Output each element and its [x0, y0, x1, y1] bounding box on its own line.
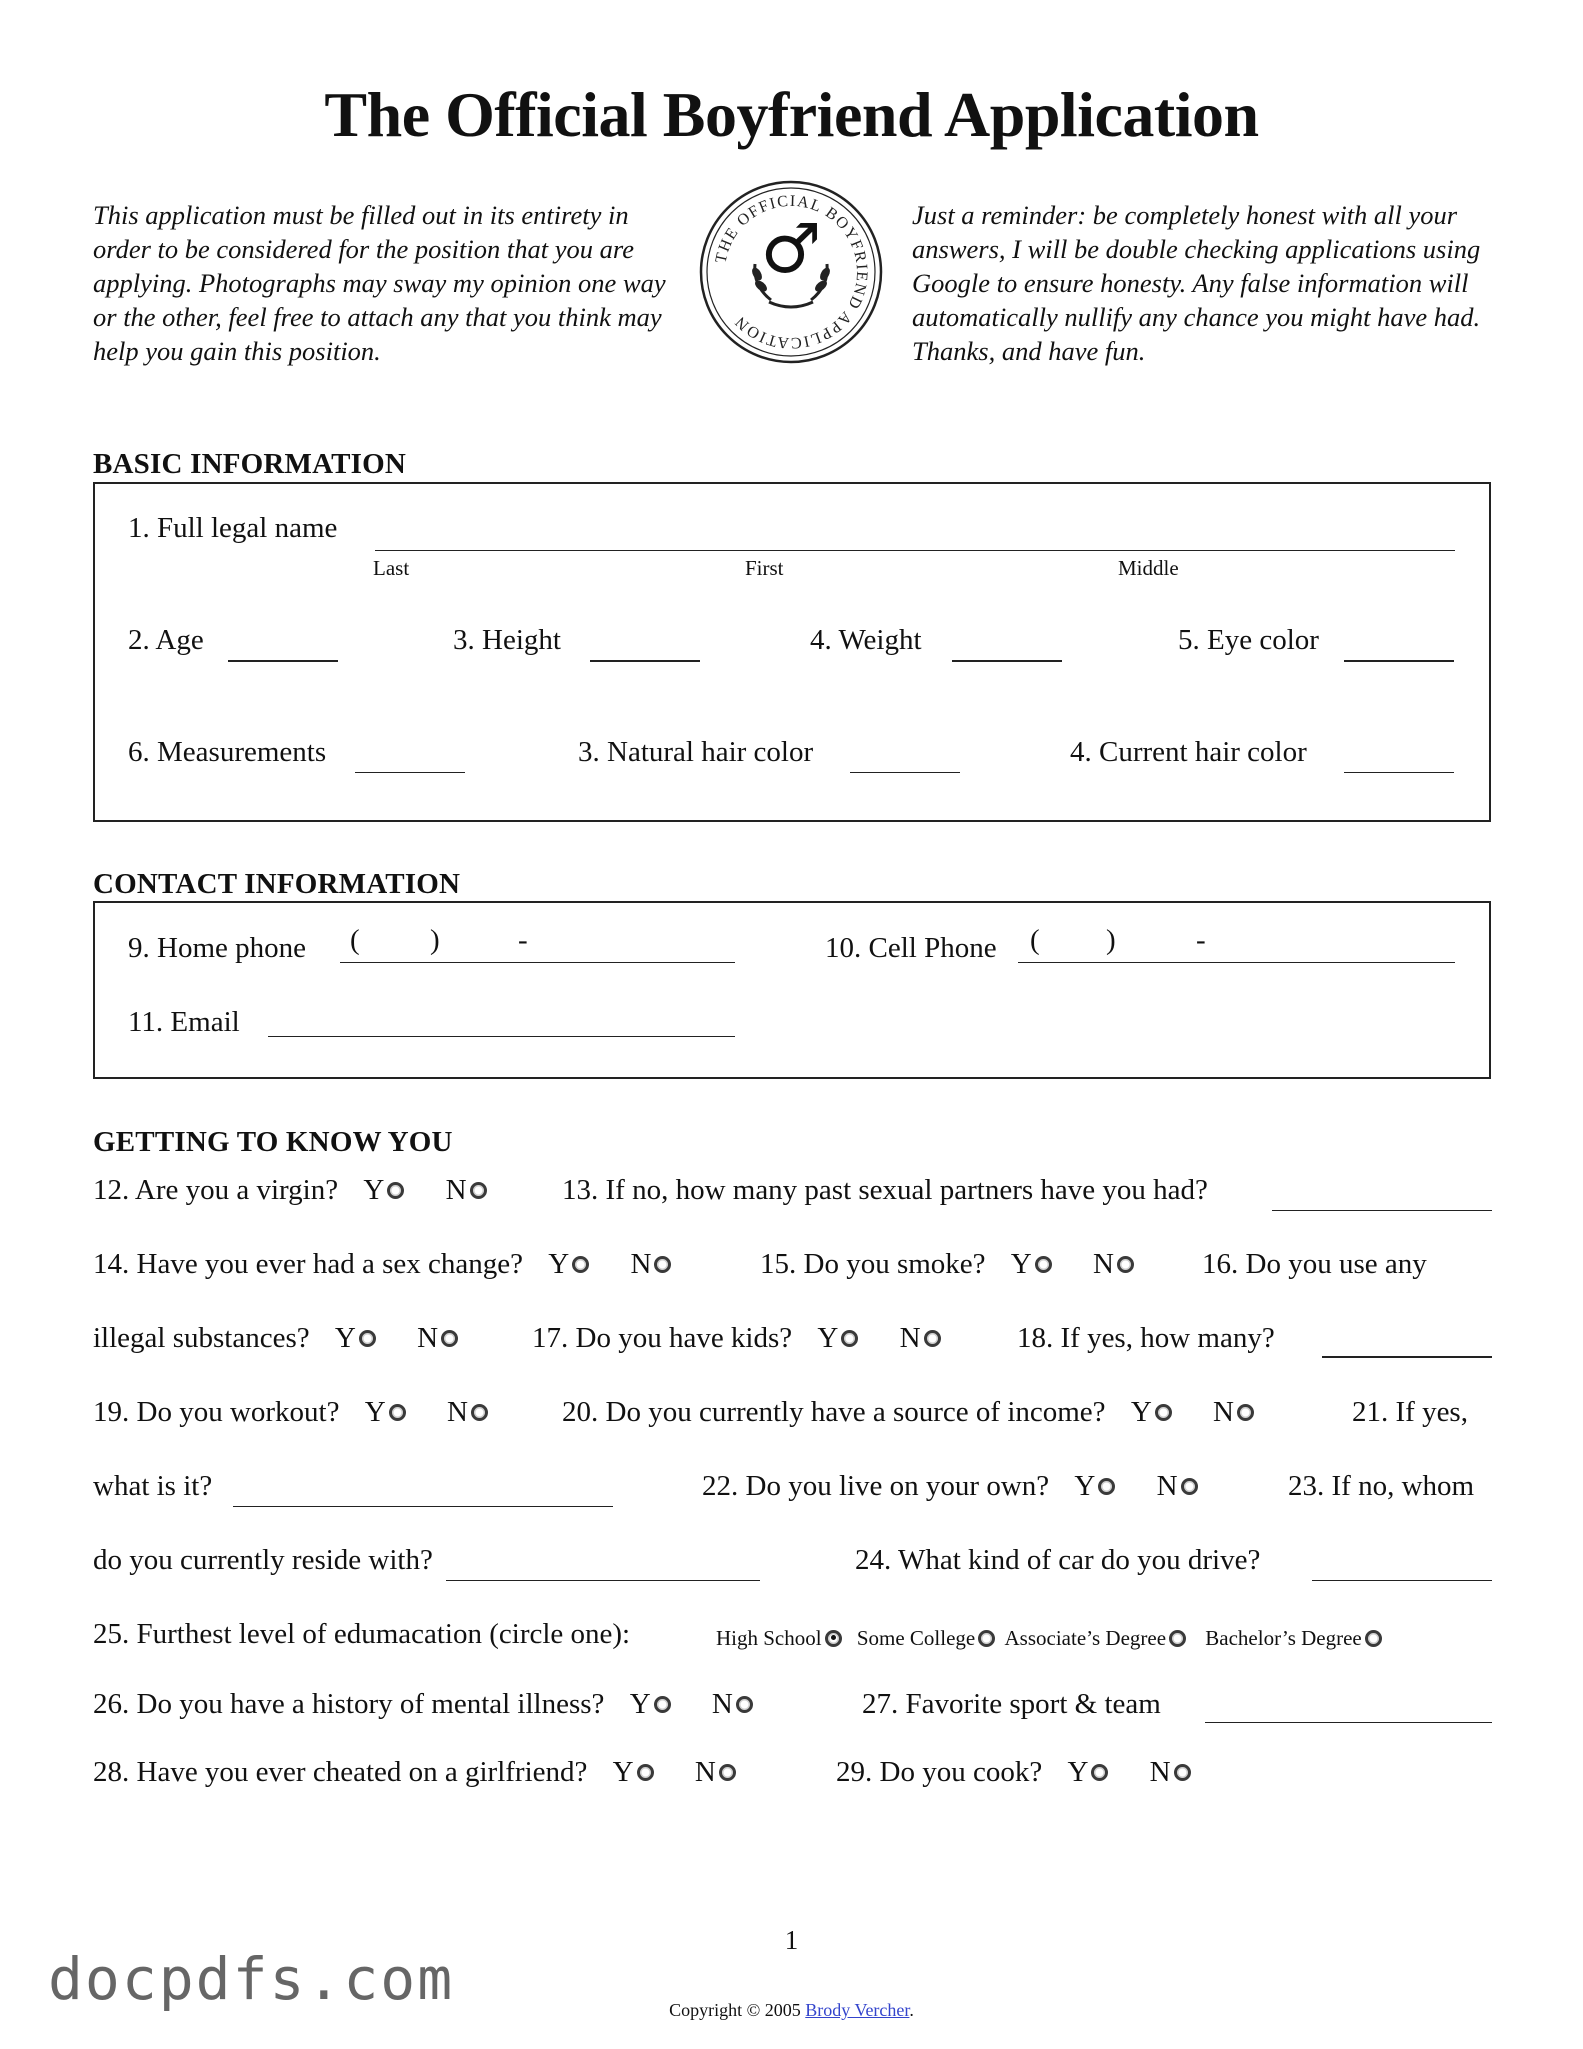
eye-color-label: 5. Eye color	[1178, 624, 1319, 656]
q21-label-part1: 21. If yes,	[1352, 1396, 1468, 1428]
q22-row	[702, 1470, 1198, 1503]
q25-some-college-radio[interactable]	[978, 1630, 995, 1647]
weight-field[interactable]	[952, 660, 1062, 662]
q14-no-option[interactable]: N	[630, 1248, 671, 1281]
q17-label: 17. Do you have kids?	[532, 1322, 793, 1354]
q20-no-option[interactable]: N	[1213, 1396, 1254, 1429]
q20-label: 20. Do you currently have a source of income?	[562, 1396, 1106, 1428]
measurements-label: 6. Measurements	[128, 736, 327, 768]
age-field[interactable]	[228, 660, 338, 662]
q12-row	[93, 1174, 487, 1207]
q25-label: 25. Furthest level of edumacation (circle one):	[93, 1618, 631, 1650]
q27-field[interactable]	[1205, 1722, 1492, 1723]
full-name-label: 1. Full legal name	[128, 512, 338, 544]
q23-field[interactable]	[446, 1580, 760, 1581]
author-link[interactable]: Brody Vercher	[805, 2000, 910, 2020]
q28-label: 28. Have you ever cheated on a girlfriend?	[93, 1756, 588, 1788]
q16-label-part1: 16. Do you use any	[1202, 1248, 1427, 1280]
height-field[interactable]	[590, 660, 700, 662]
q12-no-radio[interactable]	[470, 1182, 487, 1199]
q25-option-some-college[interactable]: Some College	[857, 1626, 995, 1650]
q12-no-option[interactable]: N	[446, 1174, 487, 1207]
q28-yes-option[interactable]: Y	[613, 1756, 654, 1789]
q15-yes-radio[interactable]	[1035, 1256, 1052, 1273]
q25-option-associates[interactable]: Associate’s Degree	[1005, 1626, 1187, 1650]
male-symbol-icon: ♂	[760, 210, 822, 289]
q12-yes-radio[interactable]	[387, 1182, 404, 1199]
q25-high-school-radio[interactable]	[825, 1630, 842, 1647]
q29-no-option[interactable]: N	[1150, 1756, 1191, 1789]
q23-label-part2: do you currently reside with?	[93, 1544, 433, 1576]
current-hair-color-label: 4. Current hair color	[1070, 736, 1307, 768]
natural-hair-color-field[interactable]	[850, 772, 960, 773]
last-name-sublabel: Last	[373, 556, 410, 580]
q20-no-radio[interactable]	[1237, 1404, 1254, 1421]
middle-name-sublabel: Middle	[1118, 556, 1179, 580]
q15-yes-option[interactable]: Y	[1011, 1248, 1052, 1281]
q25-option-bachelors[interactable]: Bachelor’s Degree	[1205, 1626, 1381, 1650]
q20-yes-radio[interactable]	[1155, 1404, 1172, 1421]
q26-yes-option[interactable]: Y	[630, 1688, 671, 1721]
q16-yes-radio[interactable]	[359, 1330, 376, 1347]
q19-no-option[interactable]: N	[447, 1396, 488, 1429]
q15-row	[760, 1248, 1134, 1281]
getting-to-know-heading: GETTING TO KNOW YOU	[93, 1126, 453, 1158]
q27-label: 27. Favorite sport & team	[862, 1688, 1161, 1720]
copyright-notice: Copyright © 2005 Brody Vercher.	[669, 2000, 914, 2020]
cell-phone-dash: -	[1196, 924, 1206, 956]
q14-yes-option[interactable]: Y	[548, 1248, 589, 1281]
q24-label: 24. What kind of car do you drive?	[855, 1544, 1261, 1576]
q22-yes-radio[interactable]	[1098, 1478, 1115, 1495]
home-phone-label: 9. Home phone	[128, 932, 306, 964]
q22-no-option[interactable]: N	[1157, 1470, 1198, 1503]
eye-color-field[interactable]	[1344, 660, 1454, 662]
home-phone-close-paren: )	[430, 924, 440, 956]
q28-row	[93, 1756, 736, 1789]
cell-phone-close-paren: )	[1106, 924, 1116, 956]
q29-yes-option[interactable]: Y	[1067, 1756, 1108, 1789]
q18-field[interactable]	[1322, 1356, 1492, 1358]
page-number: 1	[784, 1925, 799, 1955]
q29-yes-radio[interactable]	[1091, 1764, 1108, 1781]
q12-yes-option[interactable]: Y	[363, 1174, 404, 1207]
q19-row	[93, 1396, 488, 1429]
q28-no-radio[interactable]	[719, 1764, 736, 1781]
q25-associates-radio[interactable]	[1169, 1630, 1186, 1647]
q29-row	[836, 1756, 1191, 1789]
q22-label: 22. Do you live on your own?	[702, 1470, 1050, 1502]
q17-row	[532, 1322, 941, 1355]
q14-no-radio[interactable]	[654, 1256, 671, 1273]
q20-yes-option[interactable]: Y	[1131, 1396, 1172, 1429]
q29-no-radio[interactable]	[1174, 1764, 1191, 1781]
q16-no-radio[interactable]	[441, 1330, 458, 1347]
current-hair-color-field[interactable]	[1344, 772, 1454, 773]
q26-no-radio[interactable]	[736, 1696, 753, 1713]
cell-phone-label: 10. Cell Phone	[825, 932, 997, 964]
intro-right-text: Just a reminder: be completely honest with all your answers, I will be double checking applications using Google to ensure honesty. Any false information will automatically nullify any chance you might have had. Thanks, and have fun.	[912, 200, 1481, 366]
full-name-field[interactable]	[375, 550, 1455, 551]
basic-info-heading: BASIC INFORMATION	[93, 448, 407, 480]
q21-label-part2: what is it?	[93, 1470, 213, 1502]
q17-yes-option[interactable]: Y	[817, 1322, 858, 1355]
q14-row	[93, 1248, 671, 1281]
q19-yes-option[interactable]: Y	[365, 1396, 406, 1429]
q17-no-option[interactable]: N	[900, 1322, 941, 1355]
cell-phone-field[interactable]	[1018, 962, 1455, 963]
q17-no-radio[interactable]	[924, 1330, 941, 1347]
intro-left-text: This application must be filled out in its entirety in order to be considered for the position that you are applying. Photographs may sway my opinion one way or the other, feel free to attach any that you think may help you gain this position.	[93, 200, 666, 366]
natural-hair-color-label: 3. Natural hair color	[578, 736, 814, 768]
email-field[interactable]	[268, 1036, 735, 1037]
q28-yes-radio[interactable]	[637, 1764, 654, 1781]
official-seal-logo	[697, 178, 885, 366]
q14-label: 14. Have you ever had a sex change?	[93, 1248, 523, 1280]
q26-no-option[interactable]: N	[712, 1688, 753, 1721]
first-name-sublabel: First	[745, 556, 784, 580]
q28-no-option[interactable]: N	[695, 1756, 736, 1789]
q20-row	[562, 1396, 1254, 1429]
q17-yes-radio[interactable]	[841, 1330, 858, 1347]
q19-yes-radio[interactable]	[389, 1404, 406, 1421]
q19-no-radio[interactable]	[471, 1404, 488, 1421]
contact-info-heading: CONTACT INFORMATION	[93, 868, 461, 900]
age-label: 2. Age	[128, 624, 204, 656]
q22-yes-option[interactable]: Y	[1074, 1470, 1115, 1503]
q13-label: 13. If no, how many past sexual partners have you had?	[562, 1174, 1208, 1206]
contact-info-box	[93, 901, 1491, 1079]
q12-label: 12. Are you a virgin?	[93, 1174, 339, 1206]
q15-label: 15. Do you smoke?	[760, 1248, 986, 1280]
home-phone-open-paren: (	[350, 924, 360, 956]
q25-options	[716, 1626, 1382, 1651]
q16-yes-option[interactable]: Y	[335, 1322, 376, 1355]
q15-no-option[interactable]: N	[1093, 1248, 1134, 1281]
q25-bachelors-radio[interactable]	[1365, 1630, 1382, 1647]
home-phone-field[interactable]	[340, 962, 735, 963]
weight-label: 4. Weight	[810, 624, 922, 656]
q23-label-part1: 23. If no, whom	[1288, 1470, 1475, 1502]
measurements-field[interactable]	[355, 772, 465, 773]
home-phone-dash: -	[518, 924, 528, 956]
q29-label: 29. Do you cook?	[836, 1756, 1043, 1788]
cell-phone-open-paren: (	[1030, 924, 1040, 956]
q16-label-part2: illegal substances?	[93, 1322, 310, 1354]
q16-row	[93, 1322, 458, 1355]
q26-yes-radio[interactable]	[654, 1696, 671, 1713]
q26-row	[93, 1688, 753, 1721]
q14-yes-radio[interactable]	[572, 1256, 589, 1273]
q18-label: 18. If yes, how many?	[1017, 1322, 1275, 1354]
q15-no-radio[interactable]	[1117, 1256, 1134, 1273]
page-title: The Official Boyfriend Application	[324, 79, 1259, 150]
watermark: docpdfs.com	[48, 1945, 455, 2013]
q26-label: 26. Do you have a history of mental illness?	[93, 1688, 605, 1720]
q24-field[interactable]	[1312, 1580, 1492, 1581]
q22-no-radio[interactable]	[1181, 1478, 1198, 1495]
q13-field[interactable]	[1272, 1210, 1492, 1211]
q19-label: 19. Do you workout?	[93, 1396, 340, 1428]
svg-text:THE OFFICIAL BOYFRIEND APPLICA: THE OFFICIAL BOYFRIEND APPLICATION	[712, 192, 871, 352]
q21-field[interactable]	[233, 1506, 613, 1507]
height-label: 3. Height	[453, 624, 561, 656]
email-label: 11. Email	[128, 1006, 240, 1038]
q16-no-option[interactable]: N	[417, 1322, 458, 1355]
q25-option-high-school[interactable]: High School	[716, 1626, 842, 1650]
